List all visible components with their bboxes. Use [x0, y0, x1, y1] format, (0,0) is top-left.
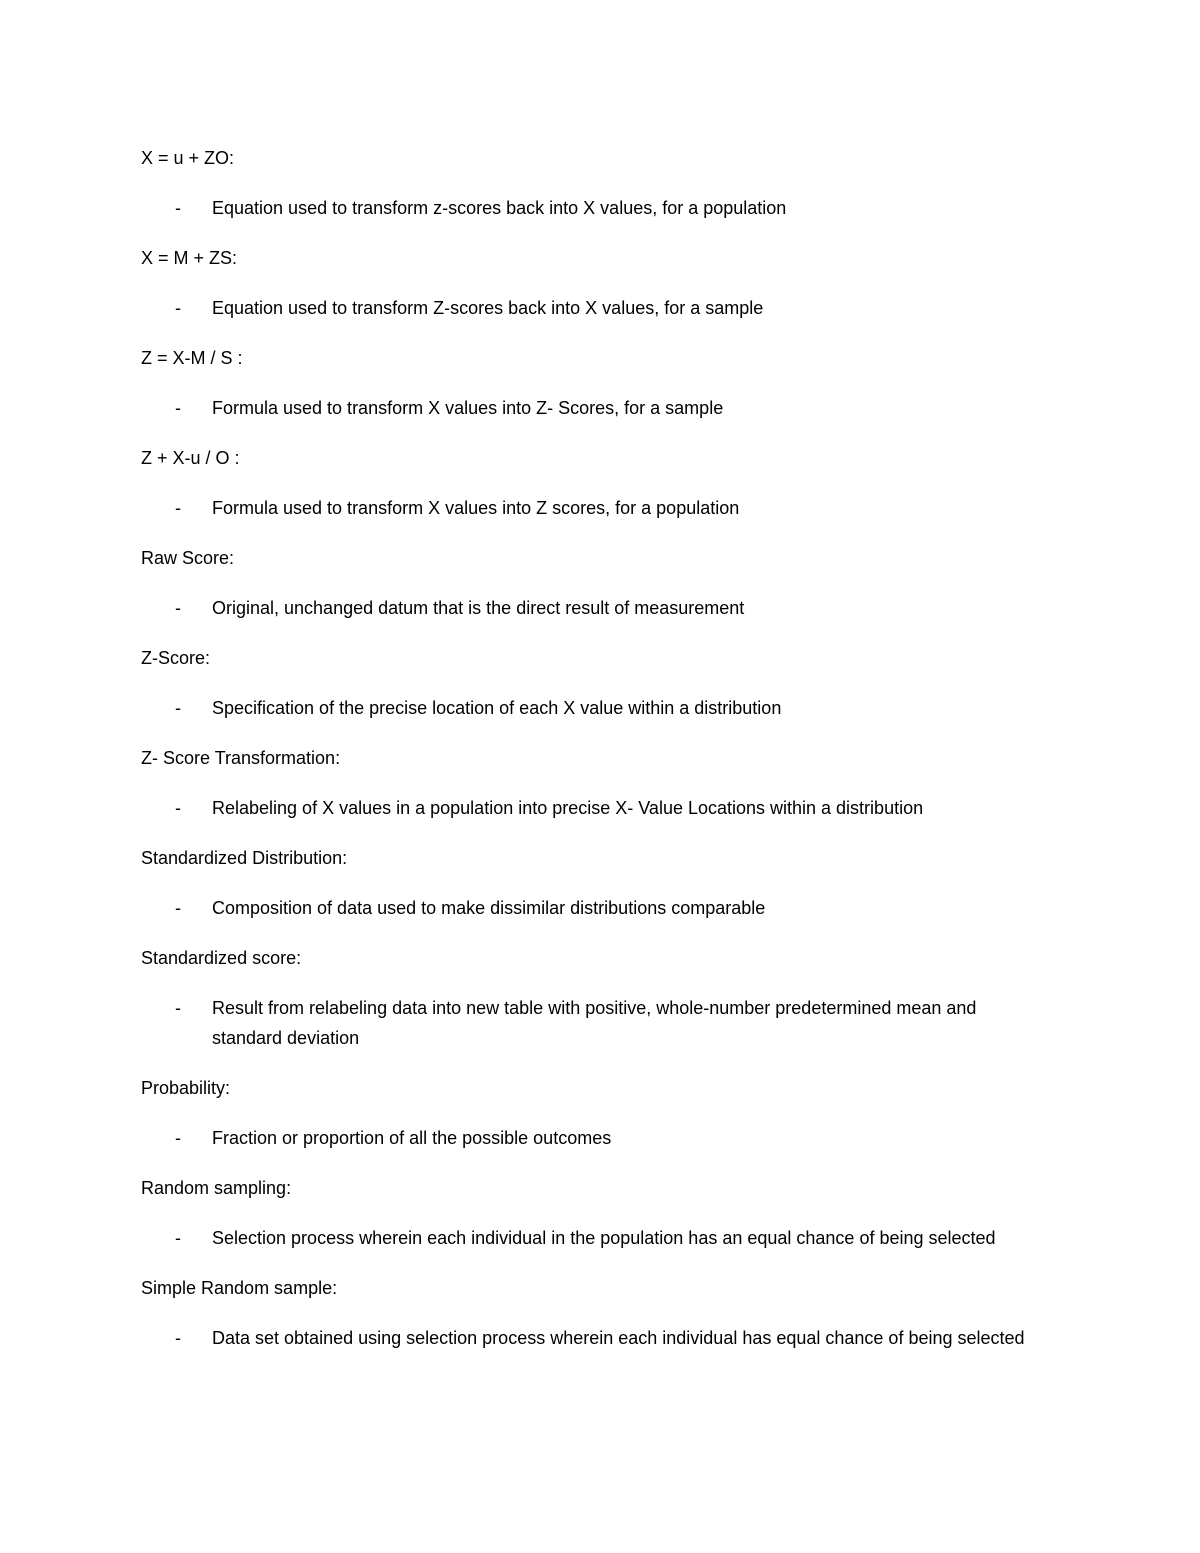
glossary-entry	[141, 1173, 1041, 1253]
entry-term: Raw Score:	[141, 548, 235, 568]
bullet-dash: -	[175, 898, 181, 918]
entry-definition	[141, 293, 1041, 323]
bullet-dash: -	[175, 698, 181, 718]
glossary-entry	[141, 443, 1041, 523]
definition-text: Result from relabeling data into new table with positive, whole-number predetermined mean and standard deviation	[212, 998, 977, 1048]
entry-term: Random sampling:	[141, 1178, 292, 1198]
entry-definition	[141, 1323, 1041, 1353]
entry-definition	[141, 893, 1041, 923]
bullet-dash: -	[175, 398, 181, 418]
glossary-entry	[141, 1073, 1041, 1153]
definition-text: Composition of data used to make dissimilar distributions comparable	[212, 898, 766, 918]
bullet-dash: -	[175, 1228, 181, 1248]
entry-term: Standardized score:	[141, 948, 302, 968]
bullet-dash: -	[175, 1328, 181, 1348]
entry-term: X = u + ZO:	[141, 148, 235, 168]
glossary-entry	[141, 1273, 1041, 1353]
entry-definition	[141, 693, 1041, 723]
glossary-list	[141, 143, 1041, 1373]
definition-text: Fraction or proportion of all the possible outcomes	[212, 1128, 612, 1148]
entry-definition	[141, 593, 1041, 623]
bullet-dash: -	[175, 1128, 181, 1148]
entry-term: Standardized Distribution:	[141, 848, 348, 868]
bullet-dash: -	[175, 298, 181, 318]
bullet-dash: -	[175, 998, 181, 1018]
definition-text: Specification of the precise location of each X value within a distribution	[212, 698, 782, 718]
bullet-dash: -	[175, 798, 181, 818]
entry-term: Z- Score Transformation:	[141, 748, 341, 768]
glossary-entry	[141, 243, 1041, 323]
entry-term: X = M + ZS:	[141, 248, 238, 268]
glossary-entry	[141, 543, 1041, 623]
bullet-dash: -	[175, 598, 181, 618]
bullet-dash: -	[175, 198, 181, 218]
definition-text: Formula used to transform X values into Z scores, for a population	[212, 498, 740, 518]
entry-term: Z = X-M / S :	[141, 348, 243, 368]
definition-text: Equation used to transform Z-scores back into X values, for a sample	[212, 298, 764, 318]
entry-definition	[141, 1223, 1041, 1253]
definition-text: Data set obtained using selection process wherein each individual has equal chance of being selected	[212, 1328, 1025, 1348]
entry-definition	[141, 993, 1041, 1053]
glossary-entry	[141, 643, 1041, 723]
glossary-entry	[141, 843, 1041, 923]
entry-definition	[141, 793, 1041, 823]
entry-definition	[141, 393, 1041, 423]
entry-definition	[141, 493, 1041, 523]
definition-text: Original, unchanged datum that is the direct result of measurement	[212, 598, 745, 618]
entry-definition	[141, 193, 1041, 223]
definition-text: Equation used to transform z-scores back into X values, for a population	[212, 198, 787, 218]
entry-term: Z + X-u / O :	[141, 448, 240, 468]
bullet-dash: -	[175, 498, 181, 518]
entry-term: Z-Score:	[141, 648, 211, 668]
entry-definition	[141, 1123, 1041, 1153]
definition-text: Selection process wherein each individual in the population has an equal chance of being selected	[212, 1228, 996, 1248]
entry-term: Simple Random sample:	[141, 1278, 338, 1298]
definition-text: Relabeling of X values in a population into precise X- Value Locations within a distribution	[212, 798, 924, 818]
definition-text: Formula used to transform X values into Z- Scores, for a sample	[212, 398, 724, 418]
glossary-entry	[141, 743, 1041, 823]
glossary-entry	[141, 343, 1041, 423]
entry-term: Probability:	[141, 1078, 231, 1098]
glossary-entry	[141, 943, 1041, 1053]
glossary-entry	[141, 143, 1041, 223]
